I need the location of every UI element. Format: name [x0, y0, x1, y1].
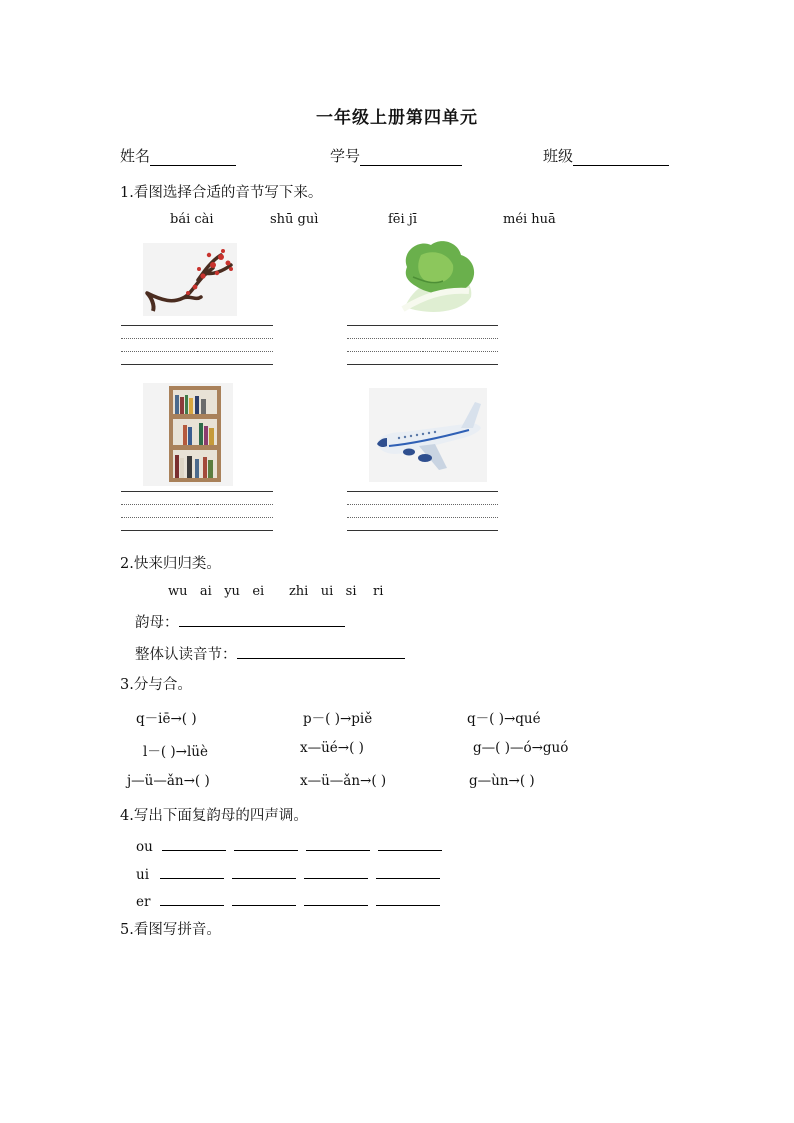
q3-item-5[interactable]: x—üé→( ): [300, 740, 364, 756]
q2-finals-label: 韵母：: [135, 615, 179, 631]
pinyin-writing-grid[interactable]: [422, 491, 498, 531]
q1-option-1: bái cài: [170, 212, 214, 227]
q4-tone-blank[interactable]: [304, 891, 368, 906]
grid-solid-line: [422, 491, 498, 492]
q4-final-label: ou: [136, 839, 153, 855]
bookshelf-image: [143, 383, 233, 486]
cabbage-image: [393, 237, 481, 321]
grid-solid-line: [121, 364, 197, 365]
q3-item-8[interactable]: x—ü—ǎn→( ): [300, 773, 387, 789]
number-field[interactable]: [330, 145, 462, 166]
q1-option-2: shū guì: [270, 212, 319, 227]
name-label: 姓名: [120, 147, 151, 165]
plum-blossom-image: [143, 243, 237, 316]
pinyin-writing-grid[interactable]: [197, 491, 273, 531]
name-blank[interactable]: [150, 149, 236, 166]
grid-dotted-line: [121, 504, 197, 505]
grid-solid-line: [121, 491, 197, 492]
grid-dotted-line: [422, 517, 498, 518]
grid-solid-line: [121, 325, 197, 326]
q4-row[interactable]: [136, 891, 440, 910]
q4-tone-blank[interactable]: [162, 836, 226, 851]
class-blank[interactable]: [573, 149, 669, 166]
number-label: 学号: [330, 147, 361, 165]
grid-dotted-line: [197, 351, 273, 352]
grid-dotted-line: [347, 351, 423, 352]
pinyin-writing-grid[interactable]: [347, 325, 423, 365]
q4-tone-blank[interactable]: [378, 836, 442, 851]
q3-item-7[interactable]: j—ü—ǎn→( ): [127, 773, 210, 789]
q2-items: wu ai yu ei zhi ui si ri: [168, 584, 384, 599]
q1-heading: 1.看图选择合适的音节写下来。: [120, 185, 323, 201]
q1-option-4: méi huā: [503, 212, 556, 227]
pinyin-writing-grid[interactable]: [121, 325, 197, 365]
grid-solid-line: [347, 325, 423, 326]
q4-heading: 4.写出下面复韵母的四声调。: [120, 808, 308, 824]
q4-row[interactable]: [136, 836, 442, 855]
q4-tone-blank[interactable]: [160, 864, 224, 879]
grid-solid-line: [197, 491, 273, 492]
grid-dotted-line: [121, 338, 197, 339]
q2-whole-label: 整体认读音节：: [135, 647, 237, 663]
grid-dotted-line: [121, 517, 197, 518]
q4-tone-blank[interactable]: [232, 864, 296, 879]
grid-dotted-line: [197, 338, 273, 339]
q2-whole-blank[interactable]: [237, 644, 405, 659]
q1-option-3: fēi jī: [388, 212, 417, 227]
grid-solid-line: [422, 530, 498, 531]
number-blank[interactable]: [360, 149, 462, 166]
grid-solid-line: [422, 364, 498, 365]
q3-item-6[interactable]: g—( )—ó→guó: [473, 740, 569, 756]
q4-final-label: ui: [136, 867, 150, 883]
grid-dotted-line: [422, 504, 498, 505]
grid-solid-line: [347, 491, 423, 492]
grid-solid-line: [197, 530, 273, 531]
q4-tone-blank[interactable]: [376, 864, 440, 879]
grid-dotted-line: [347, 338, 423, 339]
grid-dotted-line: [422, 338, 498, 339]
pinyin-writing-grid[interactable]: [347, 491, 423, 531]
class-label: 班级: [543, 147, 574, 165]
q4-row[interactable]: [136, 864, 440, 883]
q3-item-1[interactable]: q－iē→( ): [136, 711, 197, 727]
q4-tone-blank[interactable]: [304, 864, 368, 879]
grid-solid-line: [121, 530, 197, 531]
grid-solid-line: [347, 364, 423, 365]
grid-dotted-line: [121, 351, 197, 352]
q2-whole-row[interactable]: [135, 643, 405, 664]
grid-dotted-line: [197, 517, 273, 518]
q4-tone-blank[interactable]: [234, 836, 298, 851]
page-title: 一年级上册第四单元: [316, 108, 478, 128]
q5-heading: 5.看图写拼音。: [120, 922, 221, 938]
pinyin-writing-grid[interactable]: [422, 325, 498, 365]
q3-item-3[interactable]: q－( )→qué: [467, 711, 541, 727]
pinyin-writing-grid[interactable]: [121, 491, 197, 531]
q4-tone-blank[interactable]: [306, 836, 370, 851]
q4-tone-blank[interactable]: [160, 891, 224, 906]
q2-finals-row[interactable]: [135, 611, 345, 632]
grid-solid-line: [347, 530, 423, 531]
q2-finals-blank[interactable]: [179, 612, 345, 627]
grid-solid-line: [197, 325, 273, 326]
q2-heading: 2.快来归归类。: [120, 556, 221, 572]
name-field[interactable]: [120, 145, 236, 166]
q3-item-4[interactable]: l－( )→lüè: [143, 744, 208, 760]
grid-dotted-line: [197, 504, 273, 505]
pinyin-writing-grid[interactable]: [197, 325, 273, 365]
q4-tone-blank[interactable]: [376, 891, 440, 906]
grid-solid-line: [197, 364, 273, 365]
q4-tone-blank[interactable]: [232, 891, 296, 906]
q3-item-2[interactable]: p－( )→piě: [303, 711, 373, 727]
q3-heading: 3.分与合。: [120, 677, 192, 693]
class-field[interactable]: [543, 145, 669, 166]
grid-dotted-line: [422, 351, 498, 352]
q3-item-9[interactable]: g—ùn→( ): [469, 773, 535, 789]
q4-final-label: er: [136, 894, 151, 910]
airplane-image: [369, 388, 487, 482]
grid-solid-line: [422, 325, 498, 326]
grid-dotted-line: [347, 504, 423, 505]
grid-dotted-line: [347, 517, 423, 518]
